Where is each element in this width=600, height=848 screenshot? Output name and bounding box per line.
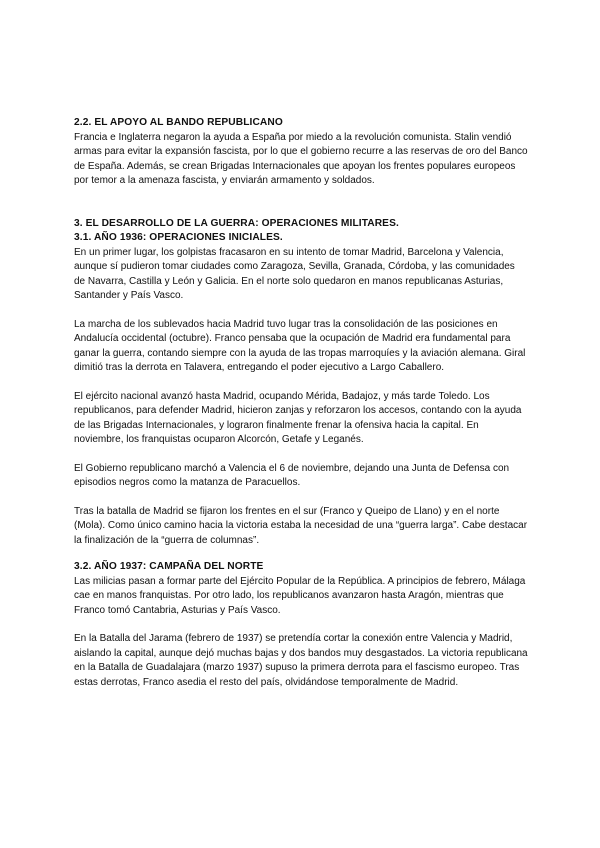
spacer bbox=[74, 304, 528, 318]
section-heading-desarrollo-guerra: 3. EL DESARROLLO DE LA GUERRA: OPERACIONES MILITARES. bbox=[74, 217, 399, 229]
subsection-heading-1937: 3.2. AÑO 1937: CAMPAÑA DEL NORTE bbox=[74, 561, 264, 572]
paragraph: El Gobierno republicano marchó a Valencia el 6 de noviembre, dejando una Junta de Defensa con episodios negros como la matanza de Paracuellos. bbox=[74, 462, 510, 488]
paragraph: En la Batalla del Jarama (febrero de 1937) se pretendía cortar la conexión entre Valencia y Madrid, aislando la capital, aunque dejó muchas bajas y dos bandos muy desgastados. La victoria republicana en la Batalla de Guadalajara (marzo 1937) supuso la primera derrota para el fascismo europeo. Tras estas derrotas, Franco asedia el resto del país, olvidándose temporalmente de Madrid. bbox=[74, 633, 528, 688]
spacer bbox=[74, 618, 528, 632]
section-heading-apoyo-republicano: 2.2. EL APOYO AL BANDO REPUBLICANO bbox=[74, 117, 283, 128]
spacer bbox=[74, 491, 528, 505]
paragraph: Francia e Inglaterra negaron la ayuda a España por miedo a la revolución comunista. Stalin vendió armas para evitar la expansión fascista, por lo que el gobierno recurre a las reservas de oro del Banco de España. Además, se crean Brigadas Internacionales que apoyan los frentes populares europeos por temor a la amenaza fascista, y enviarán armamento y soldados. bbox=[74, 131, 528, 186]
spacer bbox=[74, 448, 528, 462]
spacer bbox=[74, 548, 528, 560]
spacer bbox=[74, 376, 528, 390]
document-body bbox=[74, 116, 528, 690]
paragraph: El ejército nacional avanzó hasta Madrid, ocupando Mérida, Badajoz, y más tarde Toledo. Los republicanos, para defender Madrid, hicieron zanjas y reforzaron los accesos, contando con la ayuda de las Brigadas Internacionales, y lograron finalmente frenar la ofensiva hacia la capital. En noviembre, los franquistas ocuparon Alcorcón, Getafe y Leganés. bbox=[74, 390, 522, 445]
spacer bbox=[74, 189, 528, 217]
paragraph: Tras la batalla de Madrid se fijaron los frentes en el sur (Franco y Queipo de Llano) y en el norte (Mola). Como único camino hacia la victoria estaba la necesidad de una “guerra larga”. Cabe destacar la finalización de la “guerra de columnas”. bbox=[74, 505, 528, 546]
paragraph: La marcha de los sublevados hacia Madrid tuvo lugar tras la consolidación de las posiciones en Andalucía occidental (octubre). Franco pensaba que la ocupación de Madrid era fundamental para ganar la guerra, contando siempre con la ayuda de las tropas marroquíes y la aviación alemana. Giral dimitió tras la derrota en Talavera, entregando el poder ejecutivo a Largo Caballero. bbox=[74, 318, 526, 373]
paragraph: En un primer lugar, los golpistas fracasaron en su intento de tomar Madrid, Barcelona y Valencia, aunque sí pudieron tomar ciudades como Zaragoza, Sevilla, Granada, Córdoba, y las comunidades de Navarra, Castilla y León y Galicia. En el norte solo quedaron en manos republicanas Asturias, Santander y País Vasco. bbox=[74, 246, 515, 301]
subsection-heading-1936: 3.1. AÑO 1936: OPERACIONES INICIALES. bbox=[74, 232, 283, 243]
paragraph: Las milicias pasan a formar parte del Ejército Popular de la República. A principios de febrero, Málaga cae en manos franquistas. Por otro lado, los republicanos avanzaron hasta Aragón, mientras que Franco tomó Cantabria, Asturias y País Vasco. bbox=[74, 575, 526, 616]
